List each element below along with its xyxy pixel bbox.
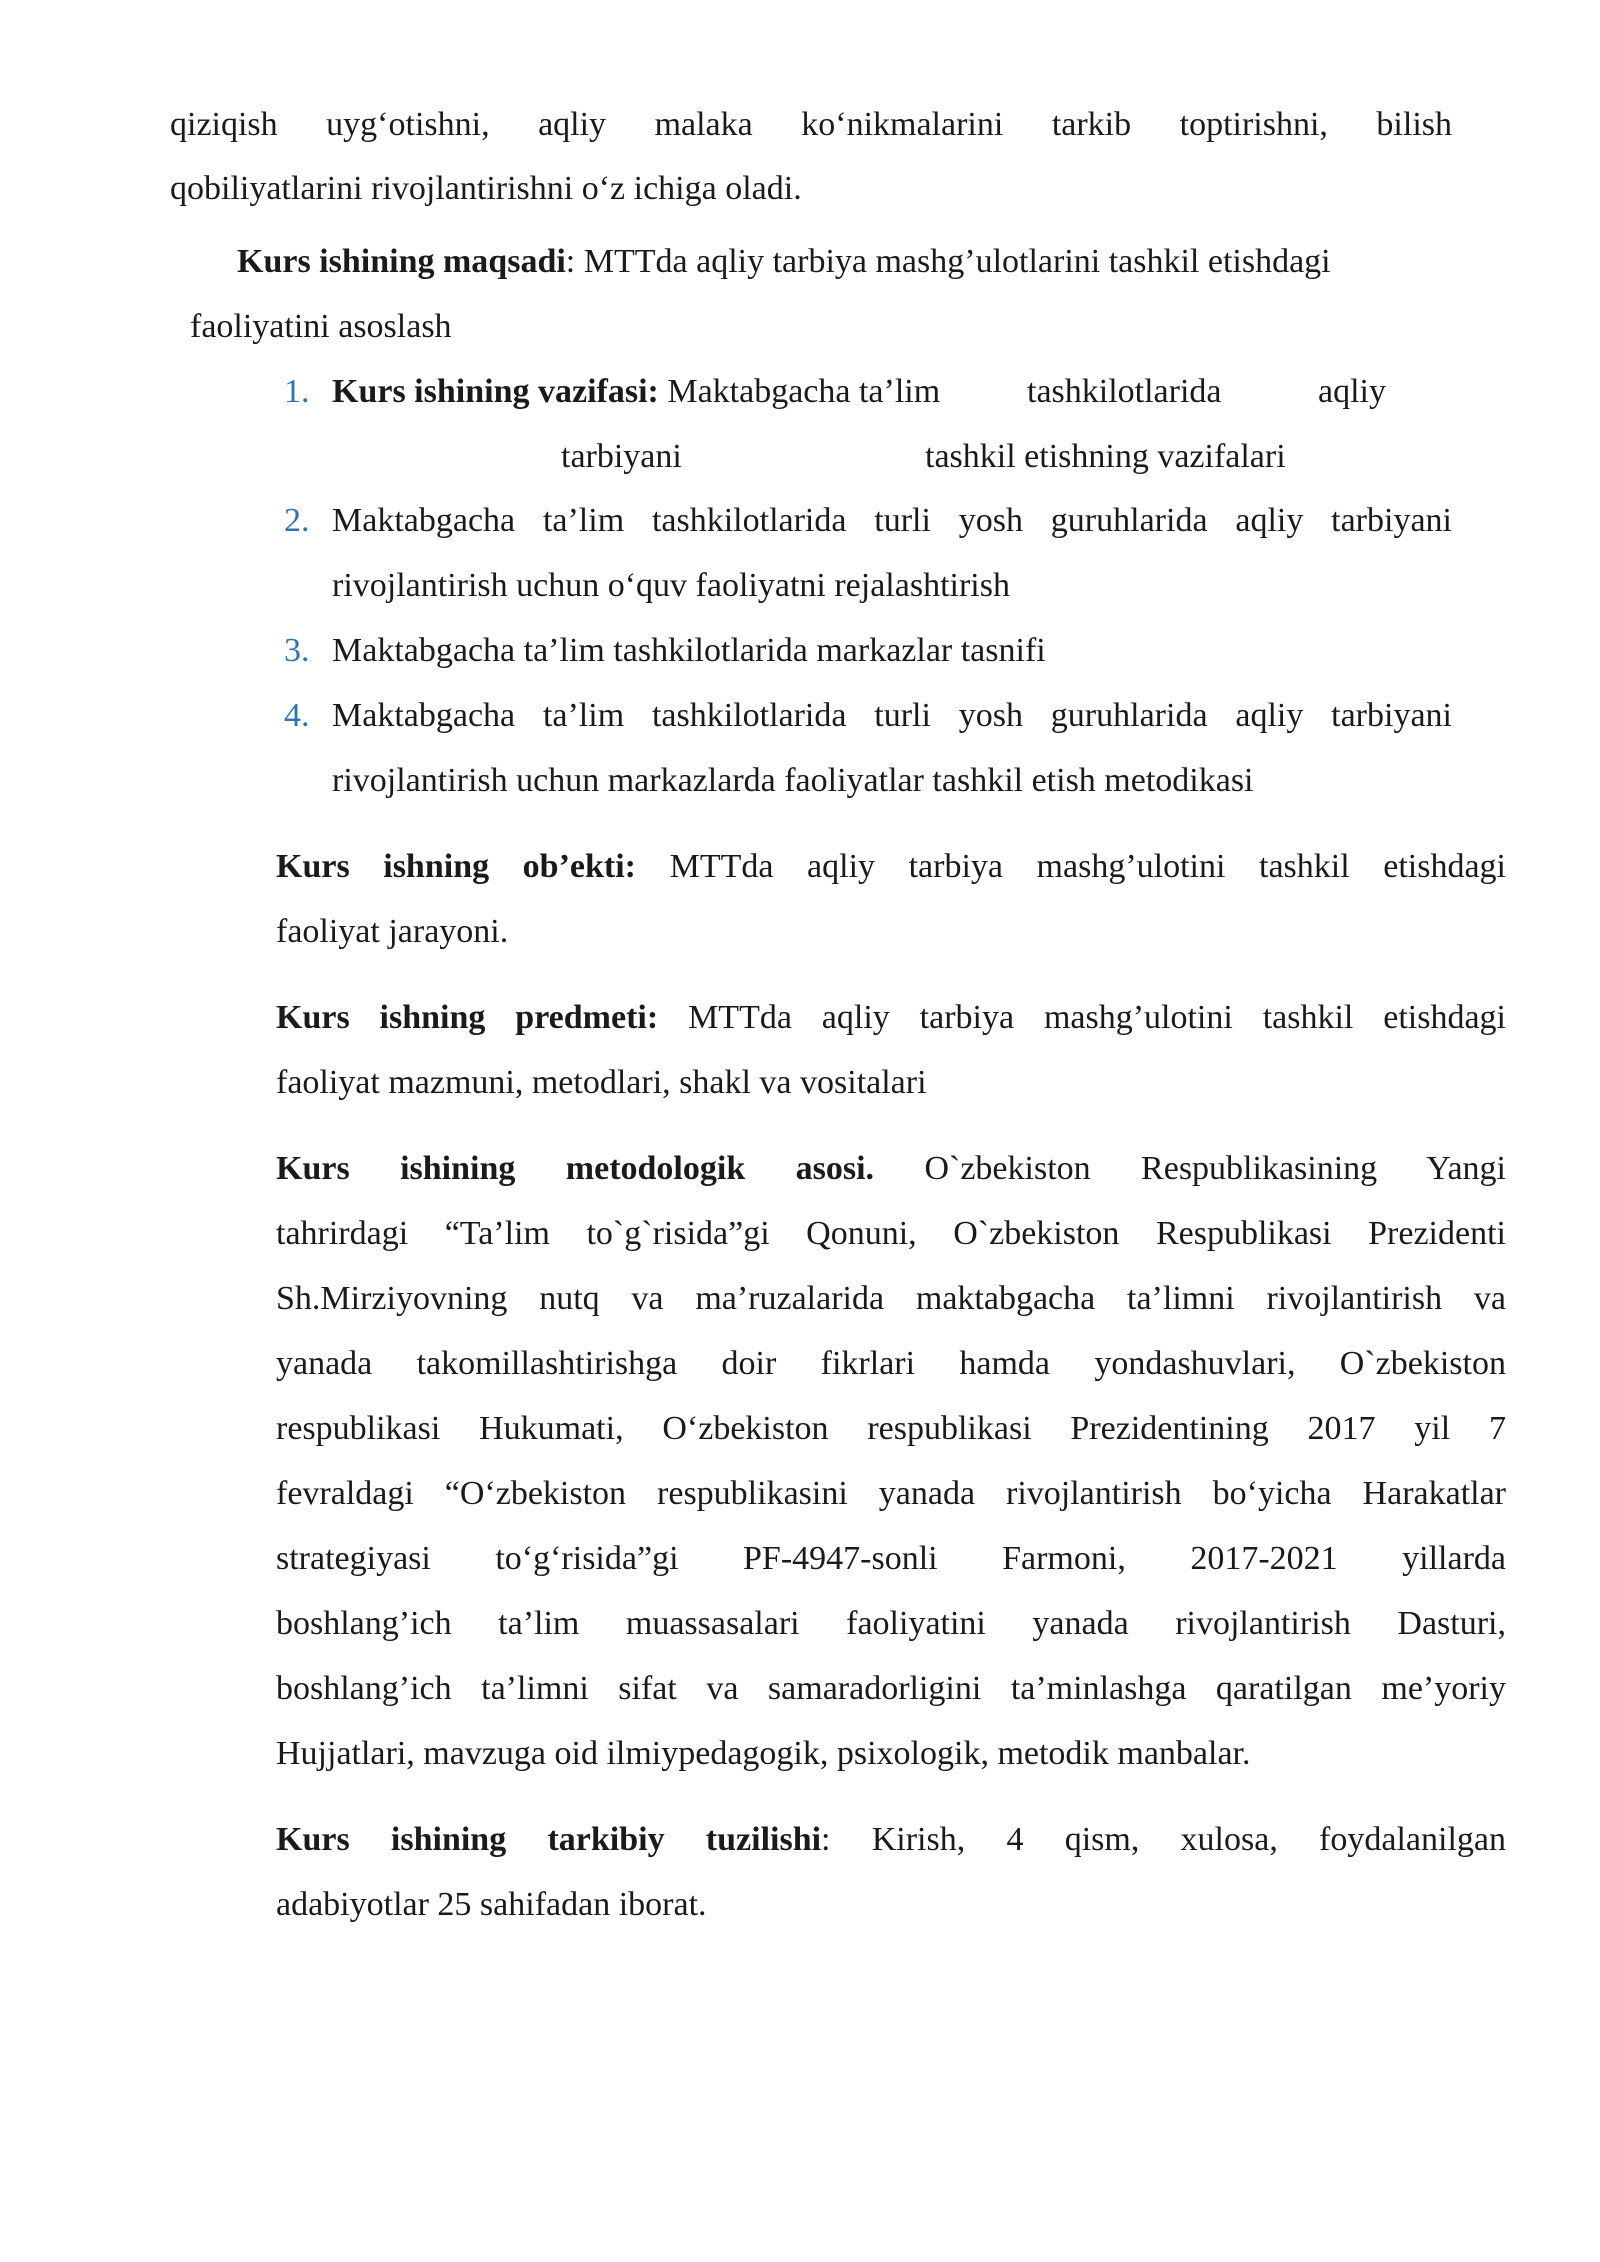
tuzilishi-line-2: adabiyotlar 25 sahifadan iborat.: [276, 1886, 707, 1923]
task-2-line-1: Maktabgacha ta’lim tashkilotlarida turli yosh guruhlarida aqliy tarbiyani: [332, 502, 1452, 539]
metodologik-line-6: fevraldagi “O‘zbekiston respublikasini yanada rivojlantirish bo‘yicha Harakatlar: [276, 1475, 1506, 1512]
task-3-line-1: Maktabgacha ta’lim tashkilotlarida markazlar tasnifi: [332, 632, 1046, 669]
metodologik-line-5: respublikasi Hukumati, O‘zbekiston respublikasi Prezidentining 2017 yil 7: [276, 1410, 1506, 1447]
task-4-line-2: rivojlantirish uchun markazlarda faoliyatlar tashkil etish metodikasi: [332, 762, 1254, 799]
metodologik-line-10: Hujjatlari, mavzuga oid ilmiypedagogik, psixologik, metodik manbalar.: [276, 1735, 1251, 1772]
metodologik-line-8: boshlang’ich ta’lim muassasalari faoliyatini yanada rivojlantirish Dasturi,: [276, 1605, 1506, 1642]
task-number-4: 4.: [284, 697, 310, 734]
intro-line-2: qobiliyatlarini rivojlantirishni o‘z ichiga oladi.: [170, 170, 802, 207]
tuzilishi-label: Kurs ishining tarkibiy tuzilishi: [276, 1821, 822, 1858]
task-1-part-2: tashkilotlarida: [1027, 373, 1222, 410]
metodologik-line-7: strategiyasi to‘g‘risida”gi PF-4947-sonli Farmoni, 2017-2021 yillarda: [276, 1540, 1506, 1577]
maqsad-line-1: [237, 245, 1331, 279]
task-number-2: 2.: [284, 502, 310, 539]
obekt-line-2: faoliyat jarayoni.: [276, 913, 509, 950]
metodologik-line-4: yanada takomillashtirishga doir fikrlari hamda yondashuvlari, O`zbekiston: [276, 1345, 1506, 1382]
metodologik-line-2: tahrirdagi “Ta’lim to`g`risida”gi Qonuni, O`zbekiston Respublikasi Prezidenti: [276, 1215, 1506, 1252]
task-1-line-2a: tarbiyani: [561, 438, 682, 475]
obekt-text: MTTda aqliy tarbiya mashg’ulotini tashkil etishdagi: [636, 848, 1507, 885]
obekt-label: Kurs ishning ob’ekti:: [276, 848, 637, 885]
maqsad-label: Kurs ishining maqsadi: [237, 243, 566, 280]
vazifasi-label: Kurs ishining vazifasi:: [332, 373, 659, 410]
task-4-line-1: Maktabgacha ta’lim tashkilotlarida turli yosh guruhlarida aqliy tarbiyani: [332, 697, 1452, 734]
maqsad-line-2: faoliyatini asoslash: [190, 308, 452, 345]
task-1-part-3: aqliy: [1318, 373, 1386, 410]
metodologik-label: Kurs ishining metodologik asosi.: [276, 1150, 875, 1187]
tuzilishi-text: : Kirish, 4 qism, xulosa, foydalanilgan: [821, 1821, 1506, 1858]
task-1-part-1: Maktabgacha ta’lim: [667, 373, 941, 410]
task-number-3: 3.: [284, 632, 310, 669]
tuzilishi-line-1: [276, 1823, 1506, 1857]
task-1-line-2b: tashkil etishning vazifalari: [925, 438, 1286, 475]
intro-line-1: qiziqish uyg‘otishni, aqliy malaka ko‘nikmalarini tarkib toptirishni, bilish: [170, 106, 1452, 143]
metodologik-line-3: Sh.Mirziyovning nutq va ma’ruzalarida maktabgacha ta’limni rivojlantirish va: [276, 1280, 1506, 1317]
predmet-line-1: [276, 1001, 1506, 1035]
predmet-text: MTTda aqliy tarbiya mashg’ulotini tashkil etishdagi: [658, 999, 1507, 1036]
task-2-line-2: rivojlantirish uchun o‘quv faoliyatni rejalashtirish: [332, 567, 1010, 604]
metodologik-line-9: boshlang’ich ta’limni sifat va samaradorligini ta’minlashga qaratilgan me’yoriy: [276, 1670, 1506, 1707]
predmet-line-2: faoliyat mazmuni, metodlari, shakl va vositalari: [276, 1064, 927, 1101]
task-number-1: 1.: [284, 373, 310, 410]
obekt-line-1: [276, 850, 1506, 884]
predmet-label: Kurs ishning predmeti:: [276, 999, 659, 1036]
task-1-line-1: [332, 375, 940, 409]
metodologik-line-1: [276, 1152, 1506, 1186]
maqsad-text: : MTTda aqliy tarbiya mashg’ulotlarini tashkil etishdagi: [565, 243, 1331, 280]
metodologik-text: O`zbekiston Respublikasining Yangi: [874, 1150, 1506, 1187]
